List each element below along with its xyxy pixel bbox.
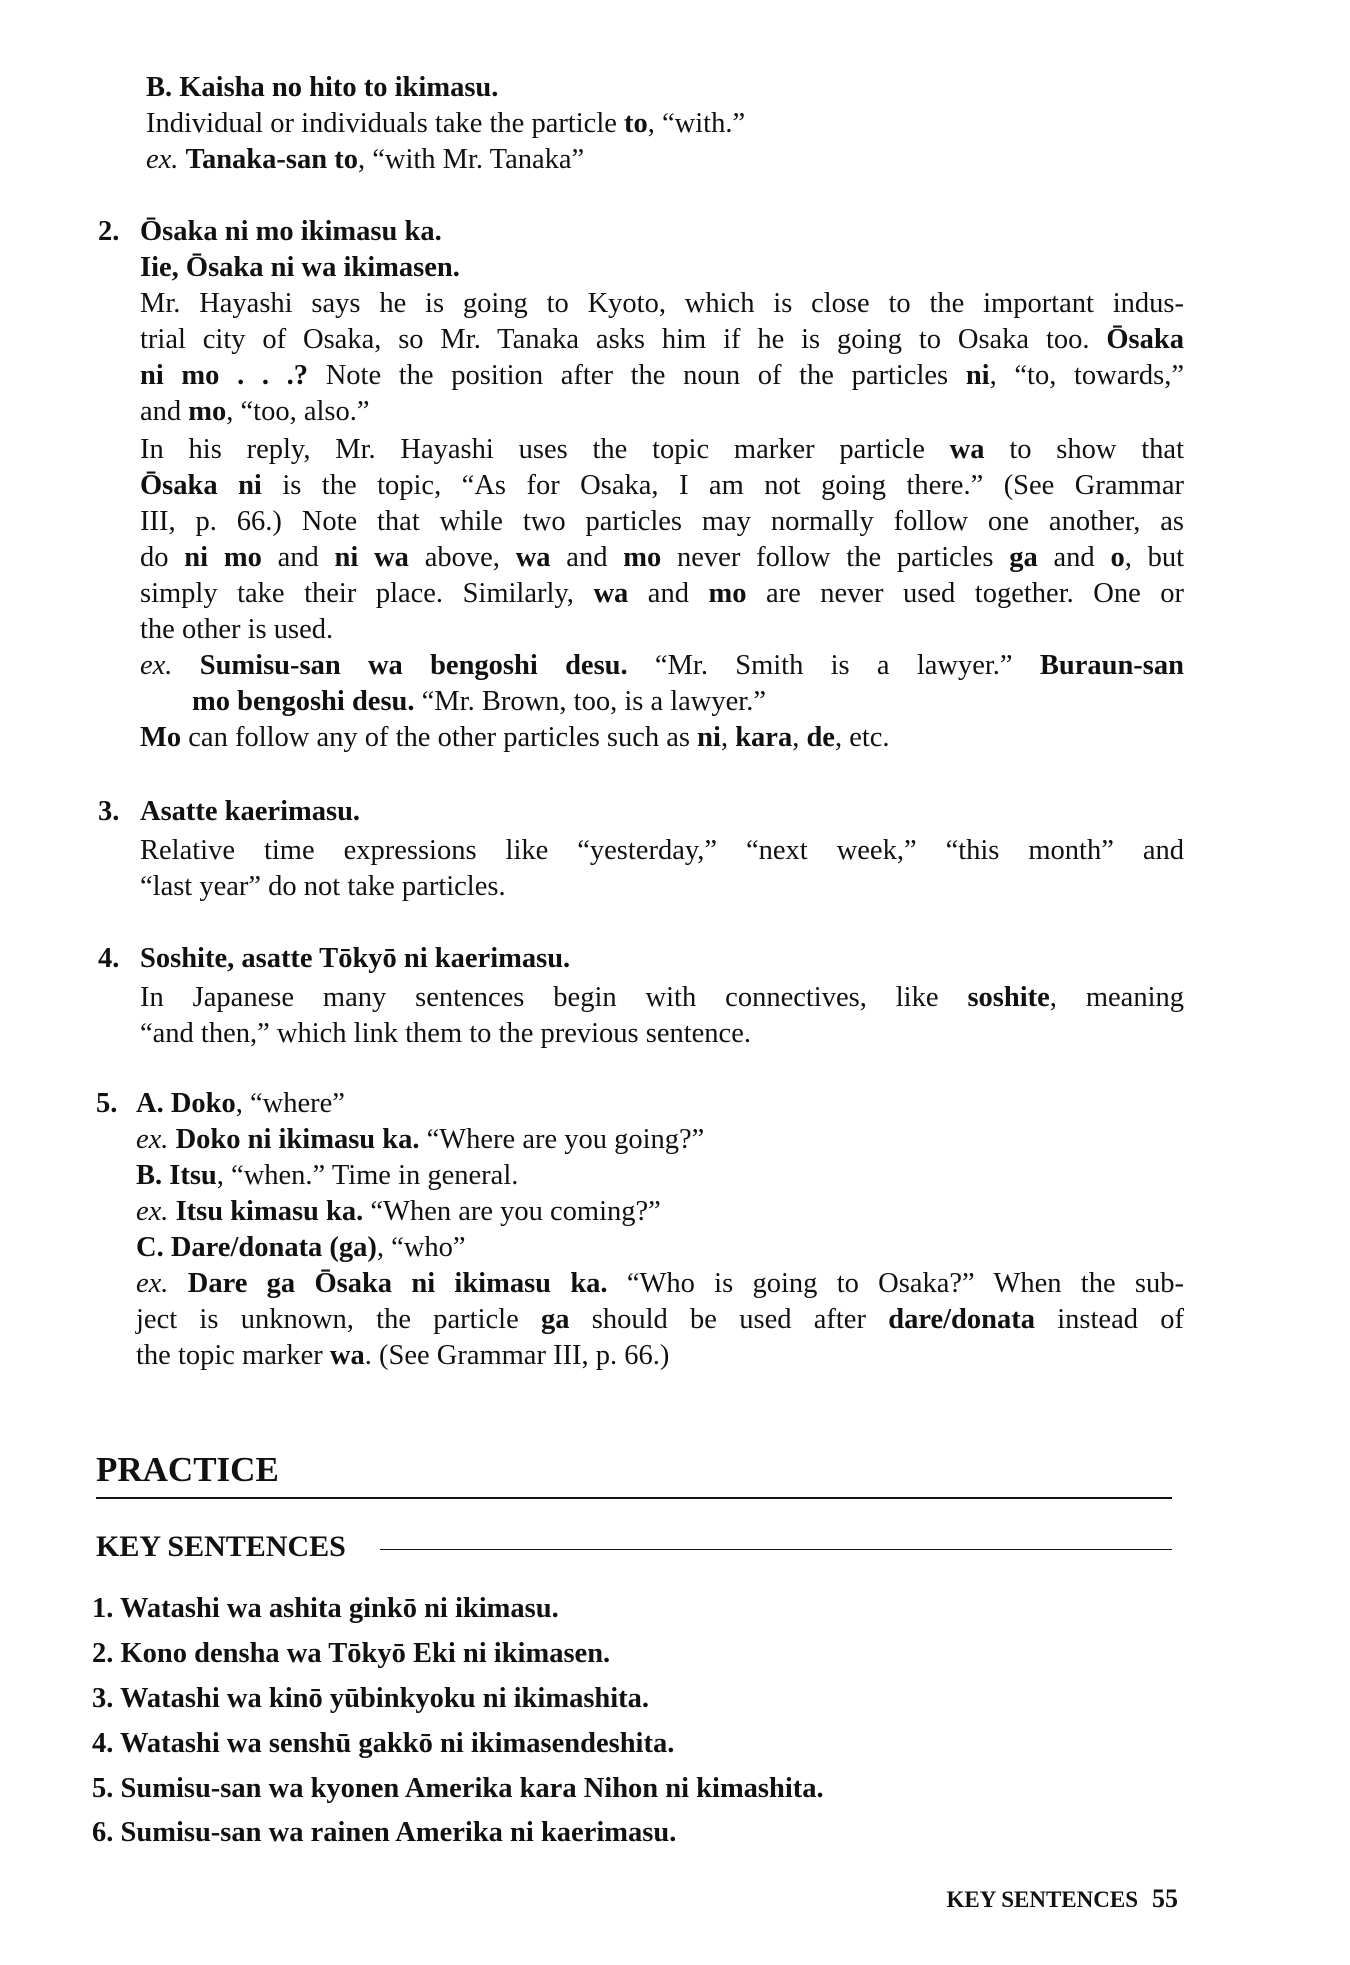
- note-4-line: “and then,” which link them to the previous sentence.: [140, 1018, 751, 1049]
- note-2-heading-2: Iie, Ōsaka ni wa ikimasen.: [140, 252, 460, 283]
- note-2-example-line: ex. Sumisu-san wa bengoshi desu. “Mr. Smith is a lawyer.” Buraun-san: [140, 650, 1184, 681]
- page-footer: [946, 1882, 1178, 1917]
- note-2-closing-line: Mo can follow any of the other particles such as ni, kara, de, etc.: [140, 722, 890, 753]
- note-2: [98, 214, 1184, 756]
- note-2-paragraph-2-line: do ni mo and ni wa above, wa and mo never follow the particles ga and o, but: [140, 542, 1185, 573]
- note-5-b-example: ex. Itsu kimasu ka. “When are you coming?”: [136, 1196, 661, 1227]
- page-number: 55: [1152, 1884, 1178, 1913]
- note-2-paragraph-2-line: III, p. 66.) Note that while two particles may normally follow one another, as: [140, 506, 1184, 537]
- note-2-heading-1: Ōsaka ni mo ikimasu ka.: [140, 216, 442, 247]
- key-sentence: 6. Sumisu-san wa rainen Amerika ni kaerimasu.: [92, 1817, 677, 1848]
- note-5-b: B. Itsu, “when.” Time in general.: [136, 1160, 519, 1191]
- note-3-line: “last year” do not take particles.: [140, 871, 506, 902]
- key-sentence: 5. Sumisu-san wa kyonen Amerika kara Nihon ni kimashita.: [92, 1773, 824, 1804]
- note-2-paragraph-2-line: Ōsaka ni is the topic, “As for Osaka, I am not going there.” (See Grammar: [140, 470, 1184, 501]
- note-2-paragraph-1-line: and mo, “too, also.”: [140, 396, 370, 427]
- note-2-paragraph-1-line: ni mo . . .? Note the position after the noun of the particles ni, “to, towards,”: [140, 360, 1184, 391]
- key-sentences-heading: KEY SENTENCES: [96, 1530, 346, 1563]
- note-5-c-line: the topic marker wa. (See Grammar III, p. 66.): [136, 1340, 670, 1371]
- key-sentence: 2. Kono densha wa Tōkyō Eki ni ikimasen.: [92, 1638, 611, 1669]
- note-b-line: Individual or individuals take the particle to, “with.”: [146, 108, 746, 139]
- note-b-heading: B. Kaisha no hito to ikimasu.: [146, 72, 499, 103]
- note-2-paragraph-1-line: Mr. Hayashi says he is going to Kyoto, which is close to the important indus-: [140, 288, 1184, 319]
- note-b-example: ex. Tanaka-san to, “with Mr. Tanaka”: [146, 144, 585, 175]
- key-sentence: 3. Watashi wa kinō yūbinkyoku ni ikimashita.: [92, 1683, 650, 1714]
- practice-heading: PRACTICE: [96, 1450, 279, 1489]
- note-2-paragraph-2-line: simply take their place. Similarly, wa and mo are never used together. One or: [140, 578, 1184, 609]
- running-head: KEY SENTENCES: [946, 1887, 1138, 1912]
- note-3: [98, 794, 1184, 905]
- note-2-example-line: mo bengoshi desu. “Mr. Brown, too, is a lawyer.”: [192, 686, 766, 717]
- note-5-a: A. Doko, “where”: [136, 1088, 345, 1119]
- note-5: [96, 1086, 1184, 1374]
- key-sentences-rule: [380, 1549, 1172, 1550]
- note-5-a-example: ex. Doko ni ikimasu ka. “Where are you going?”: [136, 1124, 705, 1155]
- note-2-paragraph-1-line: trial city of Osaka, so Mr. Tanaka asks him if he is going to Osaka too. Ōsaka: [140, 324, 1184, 355]
- key-sentence: 1. Watashi wa ashita ginkō ni ikimasu.: [92, 1593, 559, 1624]
- note-4: [98, 941, 1184, 1052]
- note-2-paragraph-2-line: In his reply, Mr. Hayashi uses the topic marker particle wa to show that: [140, 434, 1185, 465]
- practice-rule: [96, 1497, 1172, 1499]
- note-5-number: 5.: [96, 1088, 118, 1119]
- note-2-number: 2.: [98, 216, 120, 247]
- note-3-number: 3.: [98, 796, 120, 827]
- note-4-line: In Japanese many sentences begin with connectives, like soshite, meaning: [140, 982, 1184, 1013]
- note-2-paragraph-2-line: the other is used.: [140, 614, 334, 645]
- note-5-c-example: ex. Dare ga Ōsaka ni ikimasu ka. “Who is going to Osaka?” When the sub-: [136, 1268, 1184, 1299]
- note-4-heading: Soshite, asatte Tōkyō ni kaerimasu.: [140, 943, 571, 974]
- note-3-heading: Asatte kaerimasu.: [140, 796, 361, 827]
- note-5-c: C. Dare/donata (ga), “who”: [136, 1232, 466, 1263]
- note-b: [146, 70, 745, 178]
- note-4-number: 4.: [98, 943, 120, 974]
- note-3-line: Relative time expressions like “yesterday,” “next week,” “this month” and: [140, 835, 1184, 866]
- note-5-c-line: ject is unknown, the particle ga should be used after dare/donata instead of: [136, 1304, 1185, 1335]
- key-sentence: 4. Watashi wa senshū gakkō ni ikimasendeshita.: [92, 1728, 675, 1759]
